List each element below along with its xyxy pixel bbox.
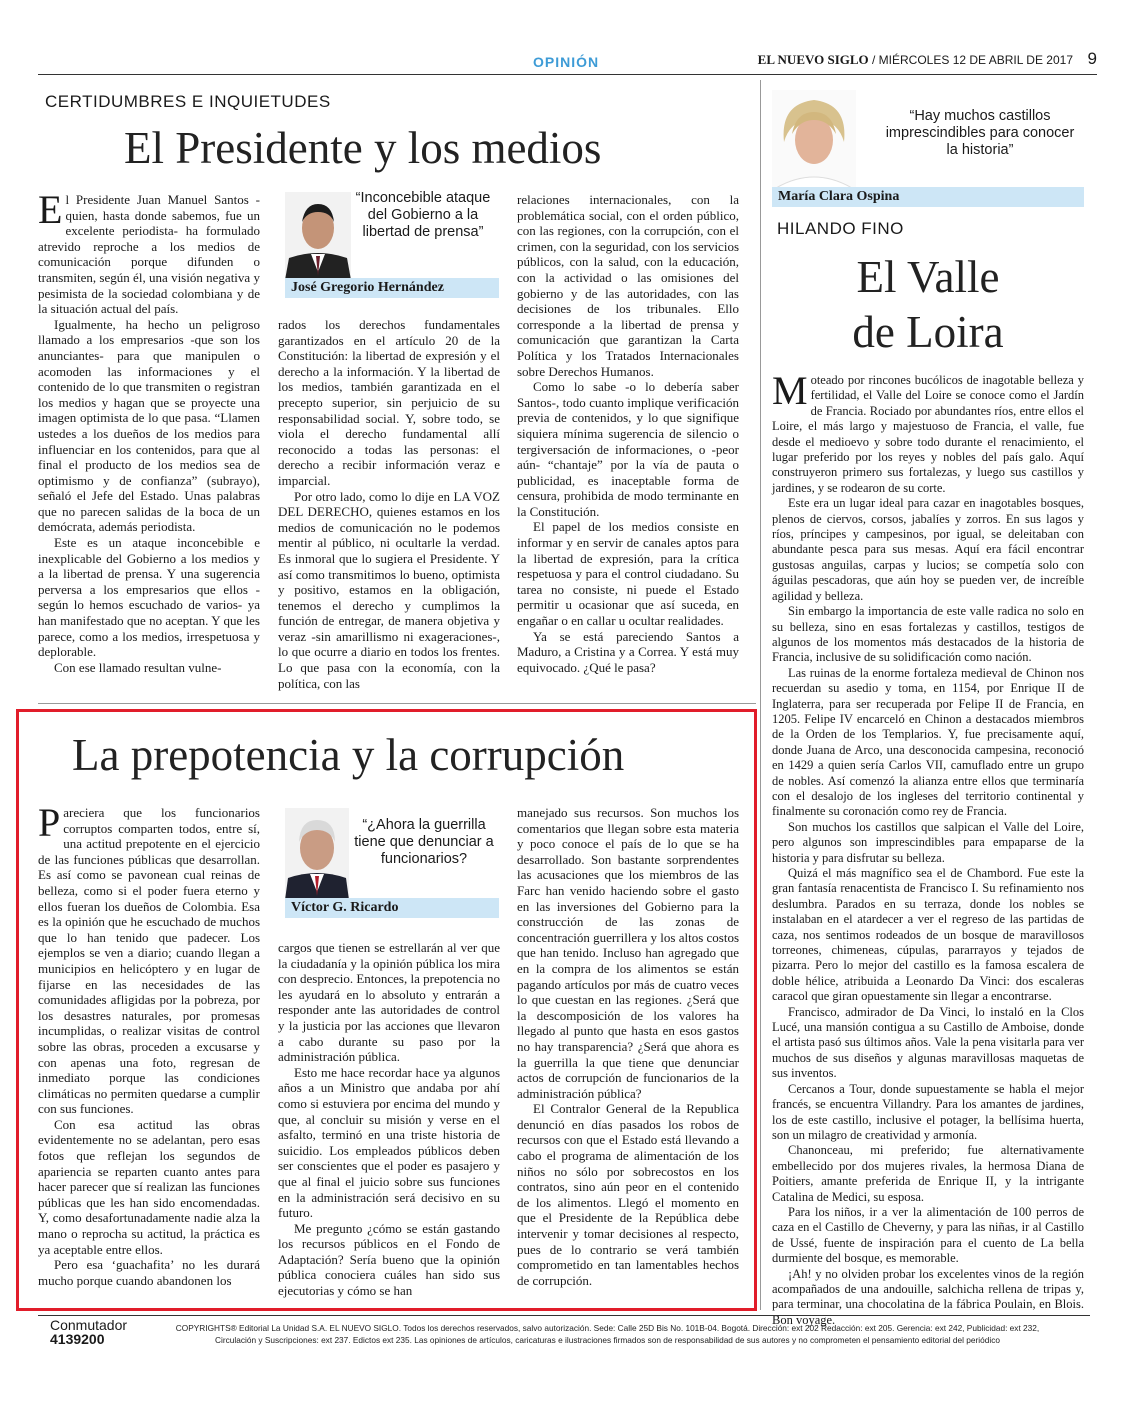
switchboard-number: 4139200 — [50, 1331, 105, 1347]
paragraph: relaciones internacionales, con la problemática social, con el orden público, con las regiones, con la corrupción, con el crimen, con la seguridad, con los servicios públicos, con la salud, con la educación, con la actividad o las omisiones del gobierno y de las autoridades, con las decisiones de los tribunales. Ello corresponde a la libertad de prensa y comunicación que garantizan la Carta Política y los Tratados Internacionales sobre Derechos Humanos. — [517, 192, 739, 379]
article1-col2 — [278, 317, 500, 691]
paragraph: Por otro lado, como lo dije en LA VOZ DEL DERECHO, quienes estamos en los medios de comunicación no le podemos mentir al público, ni ocultarle la verdad. Es inmoral que lo sugiera el Presidente. Y así como transmitimos lo bueno, optimista y positivo, estamos en la obligación, tenemos el derecho y cumplimos la función de entregar, de manera objetiva y veraz -sin amarillismo ni exageraciones-, lo que ocurre a diario en todos los frentes. Lo que pasa con la economía, con la política, con las — [278, 488, 500, 691]
paragraph: Pero esa ‘guachafita’ no les durará mucho porque cuando abandonen los — [38, 1257, 260, 1288]
paragraph: oteado por rincones bucólicos de inagotable belleza y fertilidad, el Valle del Loire se conoce como el Jardín de Francia. Rociado por abundantes ríos, entre ellos el Loire, el más largo y majestuoso de Francia, el valle, fue desde el medioevo y sobre todo durante el renacimiento, el lugar preferido por los reyes y nobles del país galo. Aquí construyeron primero sus fortalezas, y luego sus castillos y jardines, y se rodearon de su corte. — [772, 373, 1084, 495]
switchboard — [50, 1318, 127, 1346]
footer-rule — [38, 1315, 1090, 1316]
article2-col3 — [517, 805, 739, 1288]
article2-col2 — [278, 940, 500, 1299]
column-divider — [760, 80, 761, 1310]
paragraph: manejado sus recursos. Son muchos los comentarios que llegan sobre esta materia y poco conoce el país de lo que se ha desarrollado. Son bastante sorprendentes las acusaciones que los miembros de las Farc han venido haciendo sobre el gasto en las inversiones del Gobierno para la construcción de las zonas de concentración guerrillera y los altos costos que han tenido. Incluso han agregado que en la compra de los alimentos se están pagando artículos por más de cuatro veces lo que cuestan en las regiones. ¿Será que la descomposición de los valores ha llegado al punto que hasta en esos gastos no hay transparencia? ¿Será que ahora es la guerrilla la que tiene que denunciar actos de corrupción de funcionarios de la administración pública? — [517, 805, 740, 1101]
paragraph: Quizá el más magnífico sea el de Chambord. Fue este la gran fantasía renacentista de Francisco I. Su refinamiento nos deslumbra. Parados en su terraza, donde los nobles se instalaban en el atardecer a ver el regreso de las partidas de caza, nos sentimos rodeados de un bosque de maravillosos torreones, chimeneas, cúpulas, pararrayos y tejados de pizarra. Pero lo mejor del castillo es la famosa escalera de doble hélice, atribuida a Leonardo Da Vinci: dos escaleras caracol que giran opuestamente sin llegar a encontrarse. — [772, 866, 1084, 1004]
paragraph: Chanonceau, mi preferido; fue alternativamente embellecido por dos mujeres rivales, la hermosa Diana de Poitiers, amante preferida de Enrique II, y la intrigante Catalina de Medici, su esposa. — [772, 1143, 1084, 1204]
article2-col1 — [38, 800, 260, 1288]
section-label: OPINIÓN — [533, 54, 600, 70]
article1-kicker: CERTIDUMBRES E INQUIETUDES — [45, 92, 331, 111]
paragraph: Son muchos los castillos que salpican el Valle del Loire, pero algunos son imprescindibles para empaparse de la historia y para disfrutar su belleza. — [772, 819, 1084, 865]
section-divider — [38, 703, 756, 704]
author-photo-hernandez — [285, 192, 351, 280]
paragraph: Este era un lugar ideal para cazar en inagotables bosques, plenos de ciervos, corsos, jabalíes y zorros. En sus lagos y ríos, príncipes y campesinos, por igual, se deleitaban con abundante pesca para sus mesas. Aquí era fácil encontrar gustosas anguilas, carpas y lucios; se competía solo con águilas pescadoras, que aún hoy se pueden ver, de increíble agilidad y belleza. — [772, 496, 1084, 603]
paragraph: ¡Ah! y no olviden probar los excelentes vinos de la región acompañados de una andouille, salchicha rellena de tripas y, para terminar, una chocolatina de la fábrica Poulain, en Blois. Bon voyage. — [772, 1266, 1084, 1327]
article1-quote-box — [353, 190, 493, 241]
paragraph: El papel de los medios consiste en informar y en servir de canales aptos para la libertad de expresión, para la crítica respetuosa y para el control ciudadano. Su tarea no consiste, ni puede el Estado permitir u ocasionar que así suceda, en engañar o en callar u ocultar realidades. — [517, 519, 739, 629]
article3-dropcap: M — [772, 368, 808, 413]
article1-col3 — [517, 192, 739, 675]
paragraph: Para los niños, ir a ver la alimentación de 100 perros de caza en el Castillo de Cheverny, y para las niñas, ir al Castillo de Ussé, fuente de inspiración para el cuento de La bella durmiente del bosque, es memorable. — [772, 1204, 1084, 1266]
article2-author: Víctor G. Ricardo — [285, 898, 499, 918]
article2-title: La prepotencia y la corrupción — [72, 730, 625, 780]
paragraph: Con ese llamado resultan vulne- — [54, 659, 222, 675]
paragraph: Este es un ataque inconcebible e inexplicable del Gobierno a los medios y a la libertad de prensa. Y una sugerencia perversa a los empresarios que ellos -según lo hemos escuchado de varios- ya han manifestado que no aceptan. Y que les parece, como a los medios, irrespetuosa y deplorable. — [38, 535, 260, 660]
paragraph: Las ruinas de la enorme fortaleza medieval de Chinon nos recuerdan su asedio y toma, en 1154, por Enrique II de Inglaterra, para ser recuperada por Felipe II de Francia, en 1205. Felipe IV encarceló en Chinon a destacados miembros de la Orden de los Templarios. Y, fue precisamente aquí, donde Juana de Arco, una desconocida campesina, reconoció en 1429 a quien sería Carlos VII, camuflado entre un grupo de nobles. Así comenzó la alianza entre ellos que terminaría con el desalojo de los ingleses del territorio continental y finalmente su coronación como rey de Francia. — [772, 665, 1084, 819]
article3-title-line2: de Loira — [852, 307, 1004, 357]
paragraph: El Contralor General de la Republica denunció en días pasados los robos de recursos con que el Estado está llevando a cabo el programa de alimentación de los niños no sólo por sobrecostos en los contratos, sino aún peor en el contenido de los alimentos. Llegó el momento en que el Presidente de la República debe intervenir y tomar decisiones al respecto, pues de lo contrario se verá también comprometido en tan lamentables hechos de corrupción. — [517, 1101, 739, 1288]
copyright-line2: Circulación y Suscripciones: ext 237. Edictos ext 235. Las opiniones de artículos, caricaturas e ilustraciones firmados son de responsabilidad de sus autores y no comprometen el pensamiento editorial del periódico — [215, 1335, 1000, 1345]
paragraph: Sin embargo la importancia de este valle radica no solo en su belleza, sino en esas fortalezas y castillos, testigos de algunos de los momentos más destacados de la historia de Francia, inclusive de su solidificación como nación. — [772, 604, 1084, 665]
paragraph: Me pregunto ¿cómo se están gastando los recursos públicos en el Fondo de Adaptación? Sería bueno que la opinión pública conociera cuáles han sido sus ejecutorias y cómo se han — [278, 1220, 500, 1299]
paragraph: Cercanos a Tour, donde supuestamente se habla el mejor francés, se encuentra Villandry. Para los amantes de jardines, los de este castillo, inclusive el potager, la bellísima huerta, son un milagro de creatividad y armonía. — [772, 1081, 1084, 1142]
switchboard-label: Conmutador — [50, 1317, 128, 1333]
portrait-image — [285, 192, 351, 280]
paragraph: Como lo sabe -o lo debería saber Santos-, todo cuanto implique verificación previa de contenidos, y lo que signifique siquiera mínima sugerencia de silencio o tergiversación de informaciones, o -peor aún- “chantaje” por la vía de pauta o publicidad, es inaceptable forma de censura, prohibida de modo terminante en la Constitución. — [517, 379, 739, 519]
article3-quote-box — [880, 108, 1080, 159]
author-photo-ospina — [772, 90, 856, 188]
paragraph: Esto me hace recordar hace ya algunos años a un Ministro que andaba por ahí como si estuviera por encima del mundo y que, al concluir su misión y verse en el asfalto, terminó en una triste historia de suicidio. Los empleados públicos deben ser conscientes que el poder es pasajero y que al final el juicio sobre sus funciones en la administración será decisivo en su futuro. — [278, 1064, 500, 1221]
article3-title-line1: El Valle — [856, 252, 1000, 302]
article2-dropcap: P — [38, 800, 61, 845]
page-number: 9 — [1087, 49, 1097, 68]
paragraph: Ya se está pareciendo Santos a Maduro, a Cristina y a Correa. Y está muy equivocado. ¿Qué le pasa? — [517, 628, 739, 675]
header-rule — [38, 74, 1097, 75]
article3-body — [772, 368, 1084, 1328]
paragraph: Francisco, admirador de Da Vinci, lo instaló en la Clos Lucé, una mansión contigua a su Castillo de Amboise, donde el artista pasó sus últimos años. Vale la pena visitarla para ver muchos de sus diseños y algunas maravillosas maquetas de sus inventos. — [772, 1004, 1084, 1081]
article1-author: José Gregorio Hernández — [285, 278, 499, 298]
article2-quote: “¿Ahora la guerrilla tiene que denunciar a funcionarios? — [354, 817, 494, 867]
paragraph: Con esa actitud las obras evidentemente no se adelantan, pero esas fotos que reflejan los segundos de apariencia se reparten cuanto antes para hacer parecer que sí realizan las funciones públicas que les han sido encomendadas. Y, como desafortunadamente nadie alza la mano o reprocha su actitud, la práctica es ya aceptable entre ellos. — [38, 1116, 260, 1257]
copyright-line1: COPYRIGHTS® Editorial La Unidad S.A. EL NUEVO SIGLO. Todos los derechos reservados, salvo autorización. Sede: Calle 25D Bis No. 101B-04. Bogotá. Dirección: ext 202 Redacción: ext 205. Gerencia: ext 242, Publicidad: ext 232, — [175, 1323, 1040, 1333]
article1-quote: “Inconcebible ataque del Gobierno a la libertad de prensa” — [355, 190, 491, 240]
article2-quote-box — [350, 817, 498, 868]
article3-title — [772, 250, 1084, 360]
author-photo-ricardo — [285, 808, 349, 900]
paragraph: cargos que tienen se estrellarán al ver que la ciudadanía y la opinión pública los mira con desprecio. Entonces, la prepotencia no les ayudará en lo absoluto y entrarán a responder ante las autoridades de control y la justicia por las acciones que llevaron a cabo durante su paso por la administración pública. — [278, 940, 500, 1065]
article3-quote: “Hay muchos castillos imprescindibles para conocer la historia” — [885, 108, 1075, 158]
publication-name: EL NUEVO SIGLO — [757, 52, 869, 67]
article1-col1 — [38, 187, 260, 675]
portrait-image — [772, 90, 856, 188]
copyright-footer — [155, 1322, 1060, 1346]
publication-date: / MIÉRCOLES 12 DE ABRIL DE 2017 — [872, 53, 1073, 67]
article1-title: El Presidente y los medios — [124, 123, 602, 173]
paragraph: areciera que los funcionarios corruptos comparten todos, entre sí, una actitud prepotente en el ejercicio de las funciones públicas que desarrollan. Es así como se pavonean cual reinas de belleza, como si el poder fuera eterno y ellos fueran los dueños de Colombia. Esa es la opinión que he escuchado de muchos que lo han tenido que padecer. Los ejemplos se ven a diario; cuando llegan a municipios en helicóptero y en lugar de fijarse en las necesidades de las comunidades afligidas por la pobreza, por los desastres naturales, por promesas incumplidas, o realizar visitas de control sobre las obras, proceden a excusarse y con apenas una foto, regresan de inmediato porque las condiciones climáticas no permiten quedarse a cumplir con sus funciones. — [38, 805, 260, 1117]
paragraph: rados los derechos fundamentales garantizados en el artículo 20 de la Constitución: la libertad de expresión y el derecho a la información. Y la libertad de los medios, también garantizada en el precepto superior, sin perjuicio de su responsabilidad social. Y, sobre todo, se viola el derecho fundamental allí reconocido a todas las personas: el derecho a recibir información veraz e imparcial. — [278, 317, 500, 488]
paragraph: l Presidente Juan Manuel Santos -quien, hasta donde sabemos, fue un excelente periodista- ha formulado atrevido reproche a los medios de comunicación porque difunden o transmiten, según él, una visión negativa y pesimista de la sociedad colombiana y de la situación actual del país. — [38, 192, 260, 317]
paragraph: Igualmente, ha hecho un peligroso llamado a los empresarios -que son los anunciantes- para que manipulen o acomoden las informaciones y el contenido de lo que transmiten o registran los medios y hagan que se proyecte una imagen optimista de lo que pasa. “Llamen ustedes a los dueños de los medios para influenciar en los contenidos, para que al final el producto de los medios sea de optimismo y de confianza” (subrayo), señaló el Jefe del Estado. Unas palabras que no parecen salidas de la boca de un demócrata, además periodista. — [38, 316, 260, 535]
portrait-image — [285, 808, 349, 900]
publication-dateline — [758, 52, 1073, 68]
article1-dropcap: E — [38, 187, 63, 232]
article3-author: María Clara Ospina — [772, 187, 1084, 207]
article3-kicker: HILANDO FINO — [777, 219, 904, 238]
